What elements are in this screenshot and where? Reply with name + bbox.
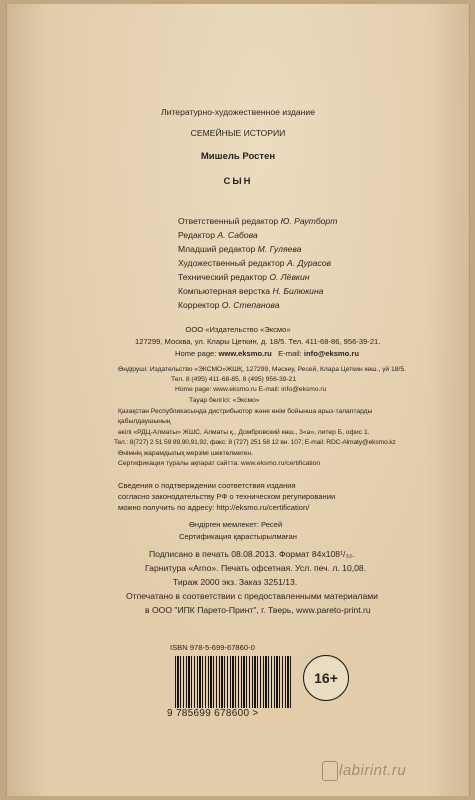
print-line: Подписано в печать 08.08.2013. Формат 84x108¹/₃₂.: [149, 549, 355, 559]
origin-line: Өндірген мемлекет: Ресей: [189, 520, 283, 529]
site-watermark: labirint.ru: [339, 762, 407, 779]
print-line: Гарнитура «Arno». Печать офсетная. Усл. печ. л. 10,08.: [145, 563, 367, 573]
credit-line: Художественный редактор А. Дурасов: [178, 258, 332, 268]
publisher-name: ООО «Издательство «Эксмо»: [185, 325, 291, 334]
kz-line: Өнімнің жарамдылық мерзімі шектелмеген.: [118, 450, 253, 457]
print-line: Отпечатано в соответствии с предоставленными материалами: [126, 591, 378, 601]
barcode-digits: 9 785699 678600 >: [167, 708, 259, 719]
kz-line: Тел.: 8(727) 2 51 59 89,90,91,92, факс: 8 (727) 251 58 12 вн. 107; E-mail: RDC-Almaty@eksmo.kz: [114, 439, 396, 446]
book-page: [6, 4, 470, 796]
credit-line: Корректор О. Степанова: [178, 300, 280, 310]
certification-line: Сведения о подтверждении соответствия издания: [118, 481, 296, 490]
kz-line: Өндіруші: Издательство «ЭКСМО»ЖШҚ, 127299, Мәскеу, Ресей, Клара Цеткин көш., үй 18/5.: [118, 366, 406, 373]
book-title: СЫН: [223, 176, 253, 187]
publisher-address: 127299, Москва, ул. Клары Цеткин, д. 18/5. Тел. 411-68-86, 956-39-21.: [135, 337, 381, 346]
credit-line: Компьютерная верстка Н. Билюкина: [178, 286, 324, 296]
age-rating-badge: [303, 655, 349, 701]
series-title: СЕМЕЙНЫЕ ИСТОРИИ: [190, 128, 286, 138]
kz-line: Home page: www.eksmo.ru E-mail: info@eksmo.ru: [175, 386, 327, 393]
publisher-contacts: Home page: www.eksmo.ru E-mail: info@eksmo.ru: [175, 349, 360, 358]
kz-line: қабылдаушының: [118, 418, 171, 425]
kz-line: өкілі «РДЦ-Алматы» ЖШС, Алматы қ., Домбровский көш., 3«а», литер Б, офис 1.: [118, 429, 370, 436]
isbn-barcode: [167, 656, 293, 719]
certification-line: согласно законодательству РФ о техническом регулировании: [118, 492, 336, 501]
credit-line: Технический редактор О. Лёвкин: [178, 272, 310, 282]
kz-line: Қазақстан Республикасында дистрибьютор және өнім бойынша арыз-талаптарды: [118, 408, 373, 415]
print-line: в ООО "ИПК Парето-Принт", г. Тверь, www.pareto-print.ru: [145, 605, 371, 615]
kz-line: Тел. 8 (495) 411-68-85, 8 (495) 956-39-21: [171, 376, 297, 383]
credit-line: Ответственный редактор Ю. Раутборт: [178, 216, 338, 226]
labirint-logo-icon: [322, 761, 338, 781]
credit-line: Младший редактор М. Гуляева: [178, 244, 302, 254]
certification-line: можно получить по адресу: http://eksmo.ru/certification/: [118, 503, 310, 512]
credit-line: Редактор А. Сабова: [178, 230, 258, 240]
kz-line: Сертификация туралы ақпарат сайтта: www.eksmo.ru/certification: [118, 460, 321, 467]
kz-line: Тауар белгісі: «Эксмо»: [189, 397, 260, 404]
print-line: Тираж 2000 экз. Заказ 3251/13.: [173, 577, 298, 587]
genre-line: Литературно-художественное издание: [161, 107, 315, 117]
isbn-number: ISBN 978-5-699-67860-0: [170, 643, 255, 652]
author-name: Мишель Ростен: [200, 151, 276, 162]
barcode-bars: [175, 656, 293, 708]
origin-line: Сертификация қарастырылмаған: [179, 532, 297, 541]
age-rating-label: 16+: [314, 670, 338, 686]
